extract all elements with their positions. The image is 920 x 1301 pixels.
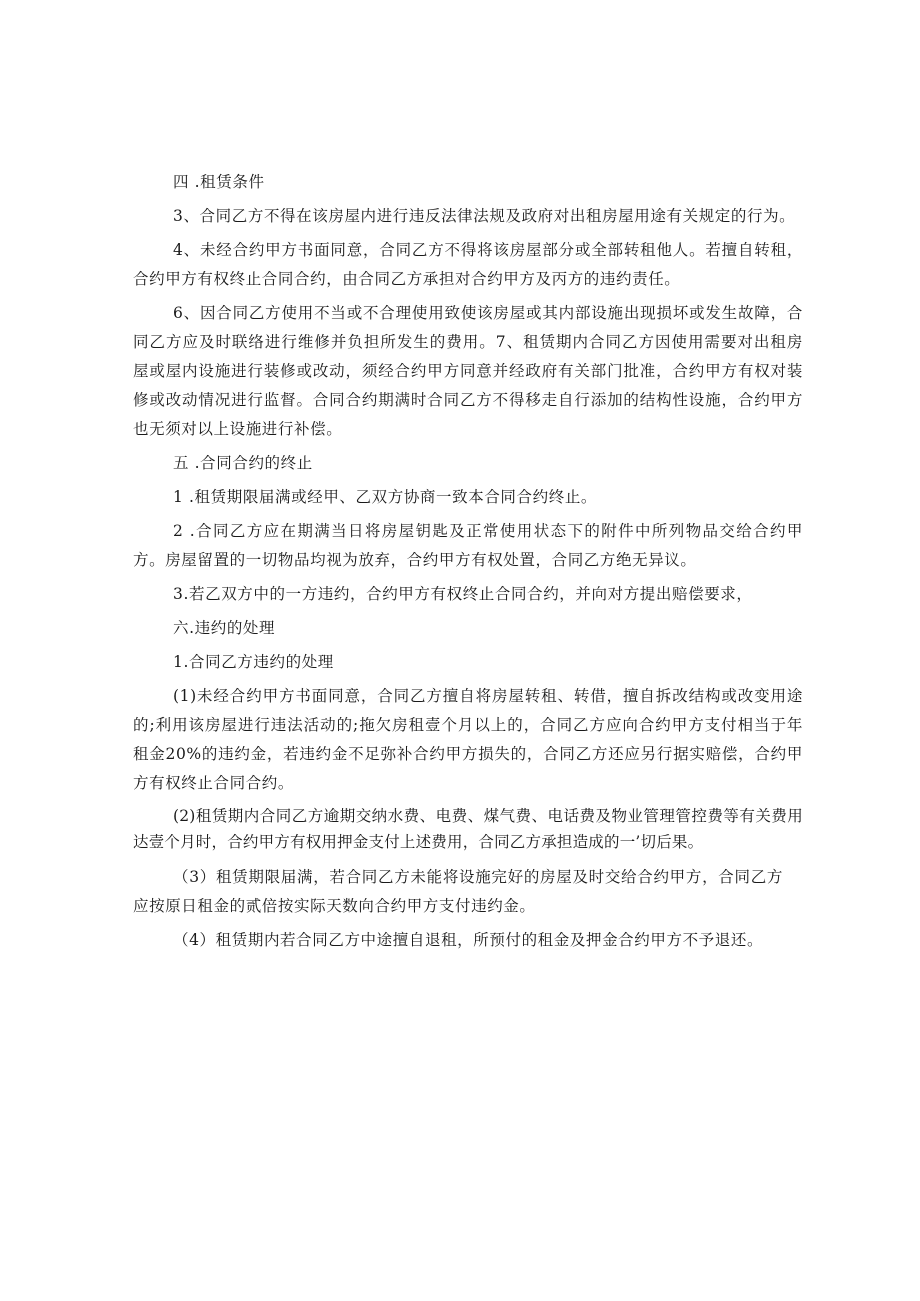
- breach-subheading: 1.合同乙方违约的处理: [173, 653, 334, 671]
- clause-4-no-sublease: 4、未经合约甲方书面同意，合同乙方不得将该房屋部分或全部转租他人。若擅自转租，合约甲方有权终止合同合约，由合同乙方承担对合约甲方及丙方的违约责任。: [133, 241, 803, 288]
- clause-6-7-repairs-renovation: 6、因合同乙方使用不当或不合理使用致使该房屋或其内部设施出现损坏或发生故障，合同乙方应及时联络进行维修并负担所发生的费用。7、租赁期内合同乙方因使用需要对出租房屋或屋内设施进行装修或改动，须经合约甲方同意并经政府有关部门批准，合约甲方有权对装修或改动情况进行监督。合同合约期满时合同乙方不得移走自行添加的结构性设施，合约甲方也无须对以上设施进行补偿。: [133, 304, 803, 438]
- section-heading-lease-terms: 四 .租赁条件: [173, 173, 265, 191]
- section-heading-breach: 六.违约的处理: [173, 619, 276, 637]
- termination-clause-2: 2 .合同乙方应在期满当日将房屋钥匙及正常使用状态下的附件中所列物品交给合约甲方。房屋留置的一切物品均视为放弃，合约甲方有权处置，合同乙方绝无异议。: [133, 522, 803, 569]
- document-body: [133, 168, 803, 960]
- breach-item-1: (1)未经合约甲方书面同意，合同乙方擅自将房屋转租、转借，擅自拆改结构或改变用途的;利用该房屋进行违法活动的;拖欠房租壹个月以上的，合同乙方应向合约甲方支付相当于年租金20%的违约金，若违约金不足弥补合约甲方损失的，合同乙方还应另行据实赔偿，合约甲方有权终止合同合约。: [133, 687, 803, 792]
- breach-item-2: (2)租赁期内合同乙方逾期交纳水费、电费、煤气费、电话费及物业管理管控费等有关费用达壹个月时，合约甲方有权用押金支付上述费用，合同乙方承担造成的一’切后果。: [133, 807, 803, 851]
- breach-item-3: （3）租赁期限届满，若合同乙方未能将设施完好的房屋及时交给合约甲方，合同乙方应按原日租金的贰倍按实际天数向合约甲方支付违约金。: [133, 868, 783, 915]
- clause-3-lawful-use: 3、合同乙方不得在该房屋内进行违反法律法规及政府对出租房屋用途有关规定的行为。: [173, 207, 796, 225]
- termination-clause-3: 3.若乙双方中的一方违约，合约甲方有权终止合同合约，并向对方提出赔偿要求，: [173, 585, 753, 603]
- termination-clause-1: 1 .租赁期限届满或经甲、乙双方协商一致本合同合约终止。: [173, 488, 598, 506]
- breach-item-4: （4）租赁期内若合同乙方中途擅自退租，所预付的租金及押金合约甲方不予退还。: [173, 931, 764, 949]
- section-heading-termination: 五 .合同合约的终止: [173, 454, 313, 472]
